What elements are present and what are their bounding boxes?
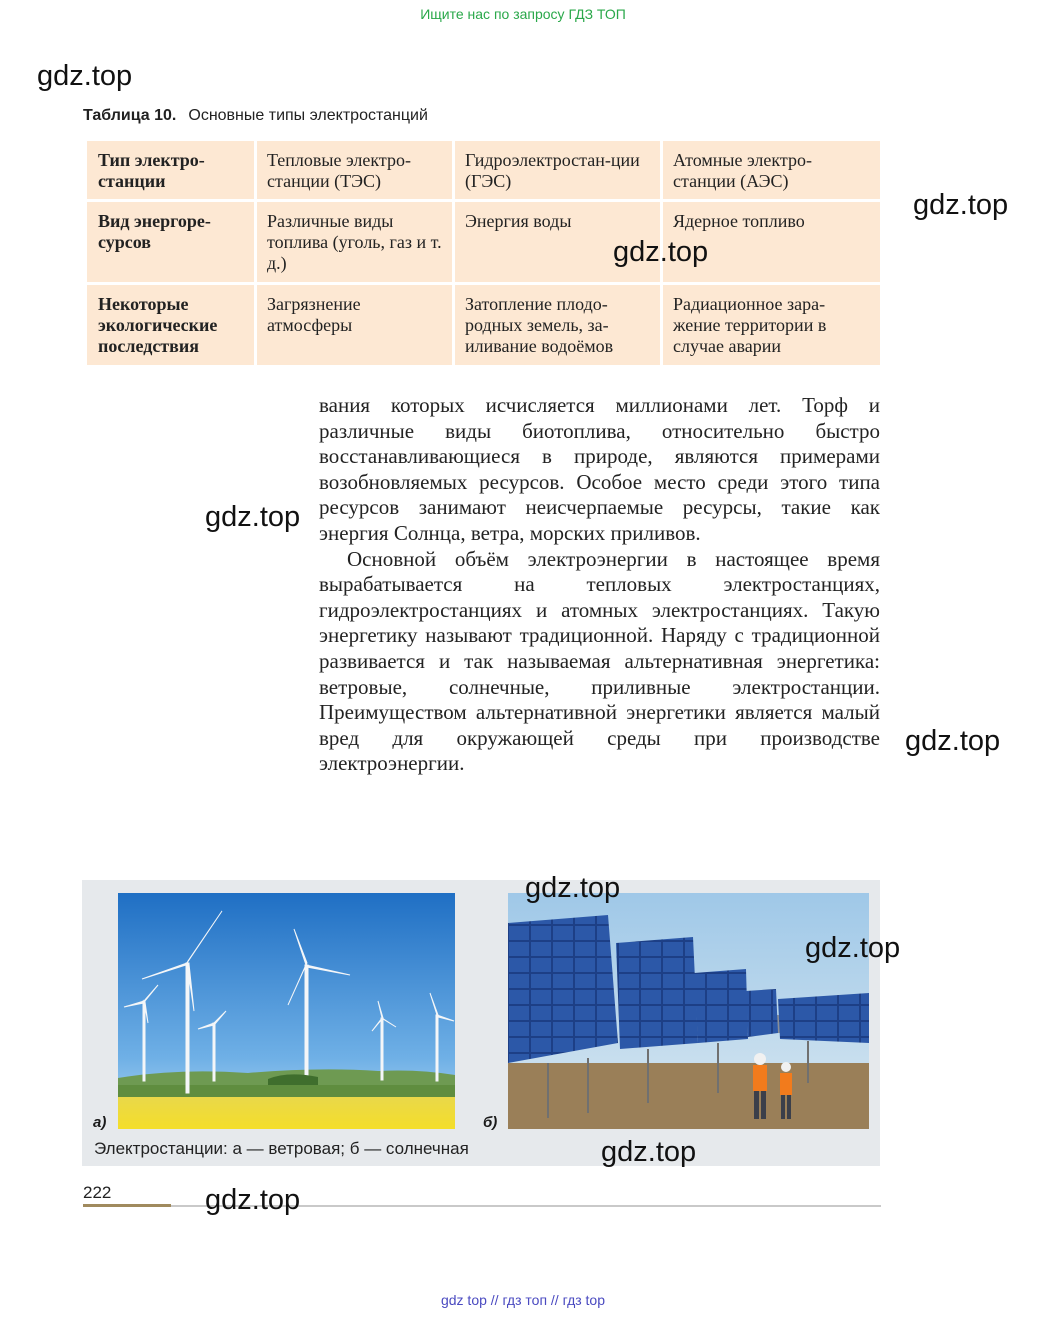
watermark: gdz.top [913,189,1009,221]
body-text [319,393,880,777]
footer-links[interactable]: gdz top // гдз топ // гдз top [440,1292,606,1308]
watermark: gdz.top [601,1136,697,1168]
table-caption-label: Таблица 10. [83,107,177,124]
watermark: gdz.top [205,1184,301,1216]
table-cell: Тепловые электро-станции (ТЭС) [257,141,452,199]
page-number: 222 [83,1183,112,1202]
table-row [87,141,880,199]
table-cell: Затопление плодо-родных земель, за-иливание водоёмов [455,285,660,365]
search-banner[interactable]: Ищите нас по запросу ГДЗ ТОП [420,6,626,22]
table-row-header: Некоторые экологические последствия [87,285,254,365]
watermark: gdz.top [905,725,1001,757]
watermark: gdz.top [805,932,901,964]
body-paragraph: вания которых исчисляется миллионами лет. Торф и различные виды биотоплива, относительно быстро восстанавливающиеся в природе, являются примерами возобновляемых ресурсов. Особое место среди этого типа ресурсов занимают неисчерпаемые ресурсы, такие как энергия Солнца, ветра, морских приливов. [319,393,880,545]
table-cell: Гидроэлектростан-ции (ГЭС) [455,141,660,199]
table-cell: Энергия воды [455,202,660,282]
table-cell: Ядерное топливо [663,202,880,282]
figure-caption: Электростанции: а — ветровая; б — солнечная [94,1139,469,1158]
table-row [87,285,880,365]
table-cell: Атомные электро-станции (АЭС) [663,141,880,199]
figure-label-a: а) [93,1114,107,1131]
table-caption [83,107,428,125]
wind-farm-photo [118,893,455,1129]
watermark: gdz.top [205,501,301,533]
power-plants-table [84,138,883,368]
watermark: gdz.top [525,872,621,904]
figure-label-b: б) [483,1114,498,1131]
table-row-header: Вид энергоре-сурсов [87,202,254,282]
body-paragraph: Основной объём электроэнергии в настоящее время вырабатывается на тепловых электростанциях, гидроэлектростанциях и атомных электростанциях. Такую энергетику называют традиционной. Наряду с традиционной развивается и так называемая альтернативная энергетика: ветровые, солнечные, приливные электростанции. Преимуществом альтернативной энергетики является малый вред для окружающей среды при производстве электроэнергии. [319,546,880,776]
solar-plant-photo [508,893,869,1129]
table-row-header: Тип электро-станции [87,141,254,199]
table-cell: Радиационное зара-жение территории в случае аварии [663,285,880,365]
watermark: gdz.top [37,60,133,92]
table-cell: Различные виды топлива (уголь, газ и т. д.) [257,202,452,282]
table-cell: Загрязнение атмосферы [257,285,452,365]
watermark: gdz.top [613,236,709,268]
table-caption-title: Основные типы электростанций [188,107,428,124]
page-rule-accent [83,1204,171,1207]
table-row [87,202,880,282]
